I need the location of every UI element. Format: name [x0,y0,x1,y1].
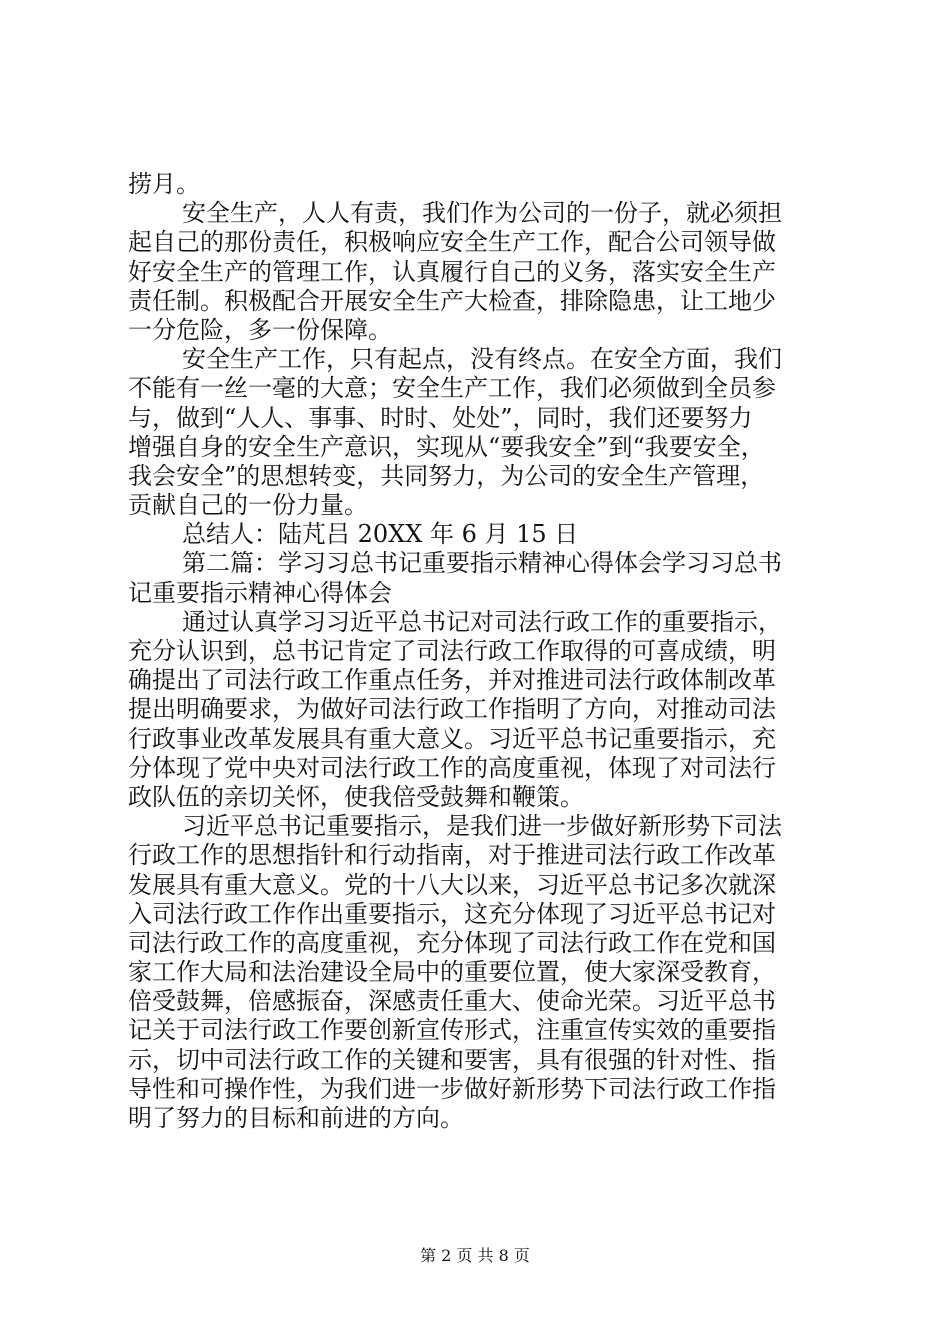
text-line: 记关于司法行政工作要创新宣传形式，注重宣传实效的重要指 [128,1016,776,1045]
text-line: 确提出了司法行政工作重点任务，并对推进司法行政体制改革 [128,666,776,695]
text-line: 导性和可操作性，为我们进一步做好新形势下司法行政工作指 [128,1074,776,1103]
text-line: 不能有一丝一毫的大意；安全生产工作，我们必须做到全员参 [128,374,776,403]
text-line: 我会安全”的思想转变，共同努力，为公司的安全生产管理， [128,461,765,490]
text-line: 示，切中司法行政工作的关键和要害，具有很强的针对性、指 [128,1045,776,1074]
text-line: 司法行政工作的高度重视，充分体现了司法行政工作在党和国 [128,928,776,957]
text-line: 增强自身的安全生产意识，实现从“要我安全”到“我要安全， [128,432,765,461]
text-line: 捞月。 [128,170,200,198]
text-line: 充分认识到，总书记肯定了司法行政工作取得的可喜成绩，明 [128,637,776,665]
text-line: 行政工作的思想指针和行动指南，对于推进司法行政工作改革 [128,841,776,870]
text-line: 一分危险，多一份保障。 [128,315,392,344]
text-line: 贡献自己的一份力量。 [128,491,368,520]
text-line: 安全生产工作，只有起点，没有终点。在安全方面，我们 [182,345,782,374]
text-line: 习近平总书记重要指示，是我们进一步做好新形势下司法 [182,812,782,841]
text-line: 提出明确要求，为做好司法行政工作指明了方向，对推动司法 [128,695,776,724]
text-line: 倍受鼓舞，倍感振奋，深感责任重大、使命光荣。习近平总书 [128,987,776,1016]
document-body [128,170,828,1133]
text-line: 通过认真学习习近平总书记对司法行政工作的重要指示， [182,607,782,636]
section-heading-continued: 记重要指示精神心得体会 [128,578,392,607]
page-number-footer: 第 2 页 共 8 页 [420,1246,530,1265]
text-line: 与，做到“人人、事事、时时、处处”，同时，我们还要努力 [128,403,753,432]
text-line: 起自己的那份责任，积极响应安全生产工作，配合公司领导做 [128,228,776,257]
text-line: 责任制。积极配合开展安全生产大检查，排除隐患，让工地少 [128,286,776,315]
text-line: 好安全生产的管理工作，认真履行自己的义务，落实安全生产 [128,257,776,286]
text-line: 发展具有重大意义。党的十八大以来，习近平总书记多次就深 [128,870,776,899]
text-line: 入司法行政工作作出重要指示，这充分体现了习近平总书记对 [128,899,776,928]
text-line: 家工作大局和法治建设全局中的重要位置，使大家深受教育， [128,958,776,987]
section-heading: 第二篇：学习习总书记重要指示精神心得体会学习习总书 [182,549,782,578]
signature-line: 总结人：陆芃吕 20XX 年 6 月 15 日 [182,520,579,549]
text-line: 行政事业改革发展具有重大意义。习近平总书记重要指示，充 [128,724,776,753]
text-line: 分体现了党中央对司法行政工作的高度重视，体现了对司法行 [128,753,776,782]
text-line: 政队伍的亲切关怀，使我倍受鼓舞和鞭策。 [128,782,584,811]
text-line: 明了努力的目标和前进的方向。 [128,1104,464,1132]
text-line: 安全生产，人人有责，我们作为公司的一份子，就必须担 [182,199,782,228]
